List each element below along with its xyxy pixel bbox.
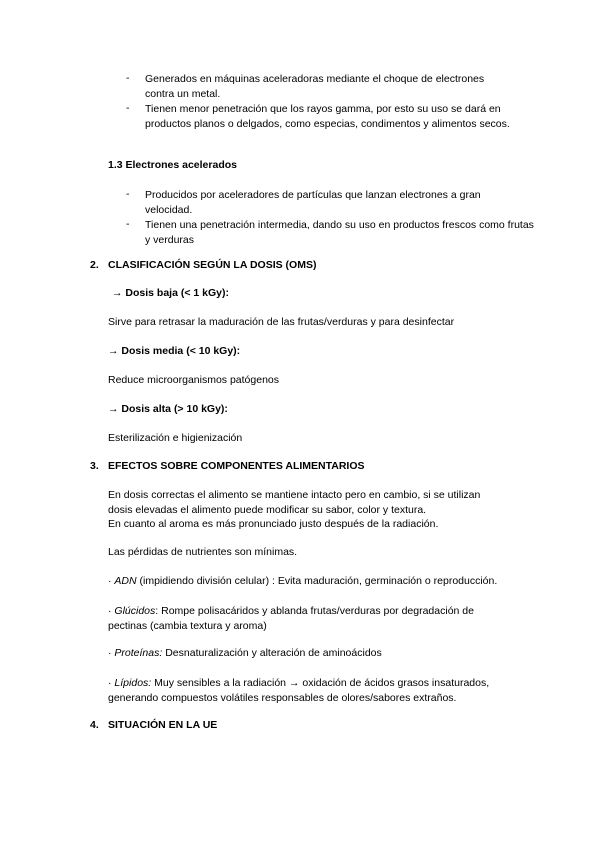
intro-line: En cuanto al aroma es más pronunciado justo después de la radiación. bbox=[108, 518, 439, 530]
bullet-dash: - bbox=[126, 188, 130, 200]
bullet-dash: - bbox=[126, 102, 130, 114]
lipidos-text-2: generando compuestos volátiles responsables de olores/sabores extraños. bbox=[108, 692, 457, 704]
dose-low-text: Sirve para retrasar la maduración de las frutas/verduras y para desinfectar bbox=[108, 316, 455, 328]
section-title: CLASIFICACIÓN SEGÚN LA DOSIS (OMS) bbox=[108, 259, 317, 271]
adn-text: (impidiendo división celular) : Evita maduración, germinación o reproducción. bbox=[136, 575, 498, 587]
subsection-heading: 1.3 Electrones acelerados bbox=[108, 159, 237, 171]
bullet-dot: · bbox=[108, 647, 115, 659]
proteinas-term: Proteínas: bbox=[114, 647, 163, 659]
bullet-dash: - bbox=[126, 72, 130, 84]
lipidos-term: Lípidos: bbox=[114, 677, 152, 689]
section-number: 3. bbox=[90, 460, 99, 472]
bullet-text: Tienen menor penetración que los rayos gamma, por esto su uso se dará en productos planos o delgados, como especias, condimentos y alimentos secos. bbox=[145, 103, 510, 130]
proteinas-text: Desnaturalización y alteración de aminoácidos bbox=[162, 647, 382, 659]
section-number: 4. bbox=[90, 719, 99, 731]
dose-high-text: Esterilización e higienización bbox=[108, 432, 243, 444]
glucidos-text: : Rompe polisacáridos y ablanda frutas/verduras por degradación de bbox=[155, 605, 474, 617]
bullet-dot: · bbox=[108, 605, 115, 617]
lipidos-paragraph bbox=[108, 676, 489, 706]
glucidos-text-2: pectinas (cambia textura y aroma) bbox=[108, 620, 267, 632]
bullet-text: Generados en máquinas aceleradoras mediante el choque de electrones contra un metal. bbox=[145, 73, 485, 100]
glucidos-paragraph bbox=[108, 604, 474, 634]
lipidos-text: Muy sensibles a la radiación → oxidación de ácidos grasos insaturados, bbox=[151, 677, 490, 689]
dose-medium-label: → Dosis media (< 10 kGy): bbox=[108, 345, 241, 357]
section-title: EFECTOS SOBRE COMPONENTES ALIMENTARIOS bbox=[108, 460, 365, 472]
bullet-text: Tienen una penetración intermedia, dando su uso en productos frescos como frutas y verduras bbox=[145, 219, 534, 246]
dose-high-label: → Dosis alta (> 10 kGy): bbox=[108, 403, 228, 415]
section-number: 2. bbox=[90, 259, 99, 271]
bullet-dot: · bbox=[108, 677, 115, 689]
adn-paragraph bbox=[108, 575, 497, 587]
bullet-text: Producidos por aceleradores de partículas que lanzan electrones a gran velocidad. bbox=[145, 189, 481, 216]
bullet-dash: - bbox=[126, 218, 130, 230]
dose-low-label: → Dosis baja (< 1 kGy): bbox=[112, 287, 229, 299]
section-title: SITUACIÓN EN LA UE bbox=[108, 719, 218, 731]
intro-line: dosis elevadas el alimento puede modificar su sabor, color y textura. bbox=[108, 504, 427, 516]
adn-term: ADN bbox=[114, 575, 137, 587]
nutrients-text: Las pérdidas de nutrientes son mínimas. bbox=[108, 546, 298, 558]
proteinas-paragraph bbox=[108, 647, 382, 659]
glucidos-term: Glúcidos bbox=[114, 605, 156, 617]
dose-medium-text: Reduce microorganismos patógenos bbox=[108, 374, 280, 386]
bullet-dot: · bbox=[108, 575, 115, 587]
intro-line: En dosis correctas el alimento se mantiene intacto pero en cambio, si se utilizan bbox=[108, 489, 481, 501]
